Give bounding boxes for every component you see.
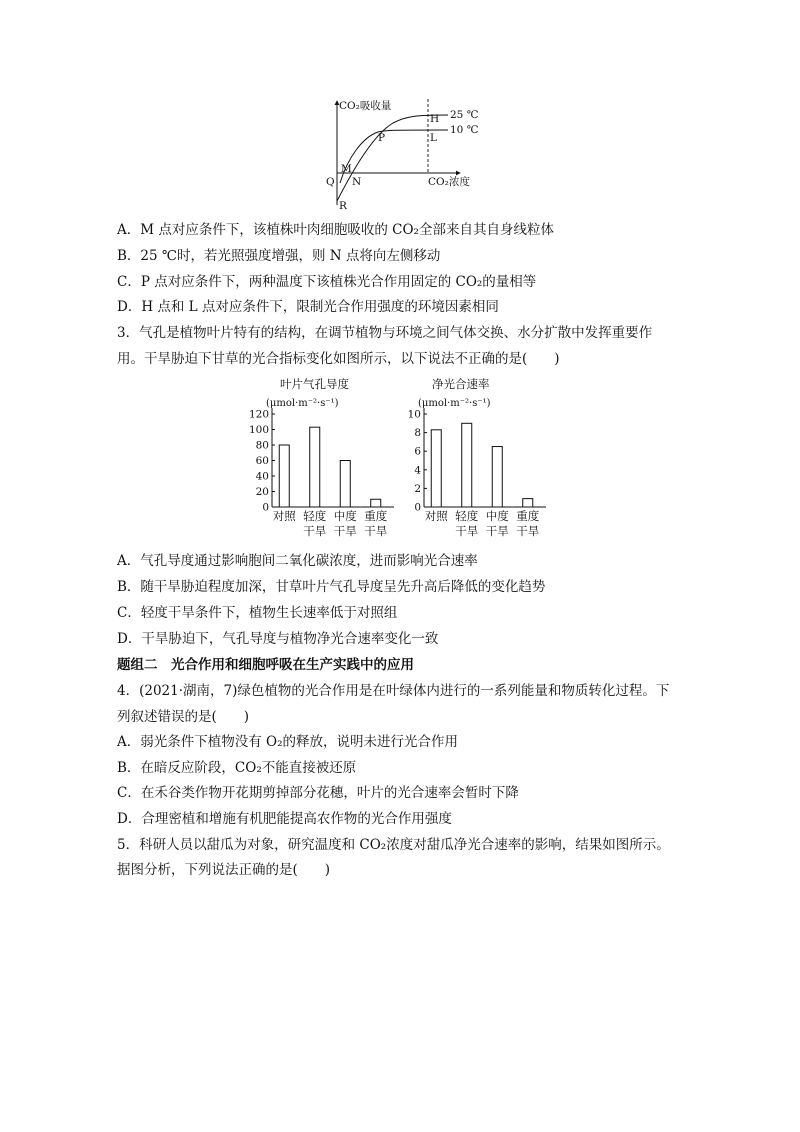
conductance-bar: [310, 427, 320, 507]
photosynthesis-category-label: 干旱: [455, 524, 479, 538]
co2-curve-figure: [318, 95, 518, 215]
q4-option-c: C．在禾谷类作物开花期剪掉部分花穗，叶片的光合速率会暂时下降: [117, 785, 519, 801]
photosynthesis-bar: [492, 447, 502, 507]
q3-stem-line-1: 3．气孔是植物叶片特有的结构，在调节植物与环境之间气体交换、水分扩散中发挥重要作: [117, 325, 653, 341]
photosynthesis-category-label: 轻度: [455, 509, 479, 523]
fig1-point-p: P: [378, 132, 386, 144]
fig1-curve-25-label: 25 ℃: [450, 109, 479, 121]
photosynthesis-title: 净光合速率: [432, 377, 490, 391]
conductance-bar: [340, 461, 350, 508]
fig1-point-r: R: [339, 200, 347, 212]
conductance-category-label: 干旱: [303, 524, 327, 538]
conductance-category-label: 干旱: [364, 524, 388, 538]
conductance-ytick-label: 20: [255, 486, 269, 498]
fig1-point-q: Q: [326, 176, 335, 188]
q2-option-c: C．P 点对应条件下，两种温度下该植株光合作用固定的 CO₂的量相等: [117, 274, 537, 290]
conductance-title: 叶片气孔导度: [280, 377, 349, 391]
q3-option-d: D．干旱胁迫下，气孔导度与植物净光合速率变化一致: [117, 631, 439, 647]
section-title: 题组二 光合作用和细胞呼吸在生产实践中的应用: [117, 657, 414, 673]
stomatal-conductance-chart: [240, 374, 400, 544]
fig1-point-n: N: [352, 176, 362, 188]
conductance-ytick-label: 60: [255, 455, 269, 467]
q4-stem-line-1: 4．(2021·湖南，7)绿色植物的光合作用是在叶绿体内进行的一系列能量和物质转化过程。下: [117, 683, 670, 699]
q5-stem-line-1: 5．科研人员以甜瓜为对象，研究温度和 CO₂浓度对甜瓜净光合速率的影响，结果如图所示。: [117, 837, 670, 853]
conductance-category-label: 中度: [333, 509, 357, 523]
conductance-ytick-label: 40: [255, 470, 269, 483]
q3-option-a: A．气孔导度通过影响胞间二氧化碳浓度，进而影响光合速率: [117, 553, 478, 569]
photosynthesis-category-label: 干旱: [516, 524, 540, 538]
conductance-ytick-label: 80: [255, 439, 269, 452]
conductance-ytick-label: 100: [248, 424, 269, 436]
fig1-point-m: M: [341, 163, 352, 175]
photosynthesis-category-label: 重度: [516, 509, 540, 523]
q4-stem-line-2: 列叙述错误的是( ): [117, 709, 250, 725]
fig1-point-h: H: [430, 113, 440, 125]
fig1-y-label: CO₂吸收量: [339, 100, 392, 112]
photosynthesis-ytick-label: 4: [414, 464, 421, 477]
q3-option-c: C．轻度干旱条件下，植物生长速率低于对照组: [117, 605, 398, 621]
q2-option-a: A．M 点对应条件下，该植株叶肉细胞吸收的 CO₂全部来自其自身线粒体: [117, 222, 554, 238]
conductance-category-label: 干旱: [333, 524, 357, 538]
photosynthesis-ytick-label: 2: [414, 482, 421, 495]
conductance-category-label: 对照: [272, 509, 296, 523]
curve-25c: [337, 115, 448, 201]
q4-option-a: A．弱光条件下植物没有 O₂的释放，说明未进行光合作用: [117, 734, 459, 750]
photosynthesis-bar: [431, 430, 441, 507]
conductance-category-label: 轻度: [303, 509, 327, 523]
conductance-unit: (μmol·m⁻²·s⁻¹): [266, 398, 339, 409]
conductance-ytick-label: 0: [262, 501, 269, 514]
q4-option-b: B．在暗反应阶段，CO₂不能直接被还原: [117, 760, 357, 776]
net-photosynthesis-chart: [392, 374, 552, 544]
q2-option-b: B．25 ℃时，若光照强度增强，则 N 点将向左侧移动: [117, 248, 441, 264]
fig1-point-l: L: [430, 132, 437, 144]
conductance-bar: [279, 445, 289, 507]
photosynthesis-category-label: 干旱: [485, 524, 509, 538]
conductance-ytick-label: 120: [248, 408, 269, 421]
photosynthesis-ytick-label: 8: [414, 427, 421, 440]
q3-option-b: B．随干旱胁迫程度加深，甘草叶片气孔导度呈先升高后降低的变化趋势: [117, 579, 546, 595]
conductance-bar: [371, 499, 381, 507]
q4-option-d: D．合理密植和增施有机肥能提高农作物的光合作用强度: [117, 811, 452, 827]
photosynthesis-unit: (μmol·m⁻²·s⁻¹): [418, 398, 491, 409]
photosynthesis-ytick-label: 10: [407, 408, 421, 421]
photosynthesis-category-label: 对照: [424, 509, 448, 523]
photosynthesis-category-label: 中度: [485, 509, 509, 523]
conductance-category-label: 重度: [364, 509, 388, 523]
q2-option-d: D．H 点和 L 点对应条件下，限制光合作用强度的环境因素相同: [117, 299, 499, 315]
fig1-curve-10-label: 10 ℃: [450, 124, 479, 136]
q3-stem-line-2: 用。干旱胁迫下甘草的光合指标变化如图所示，以下说法不正确的是( ): [117, 351, 560, 367]
q5-stem-line-2: 据图分析，下列说法正确的是( ): [117, 862, 331, 878]
photosynthesis-bar: [523, 499, 533, 507]
photosynthesis-ytick-label: 6: [414, 445, 421, 458]
photosynthesis-bar: [462, 423, 472, 507]
fig1-x-label: CO₂浓度: [428, 176, 470, 188]
photosynthesis-ytick-label: 0: [414, 501, 421, 514]
